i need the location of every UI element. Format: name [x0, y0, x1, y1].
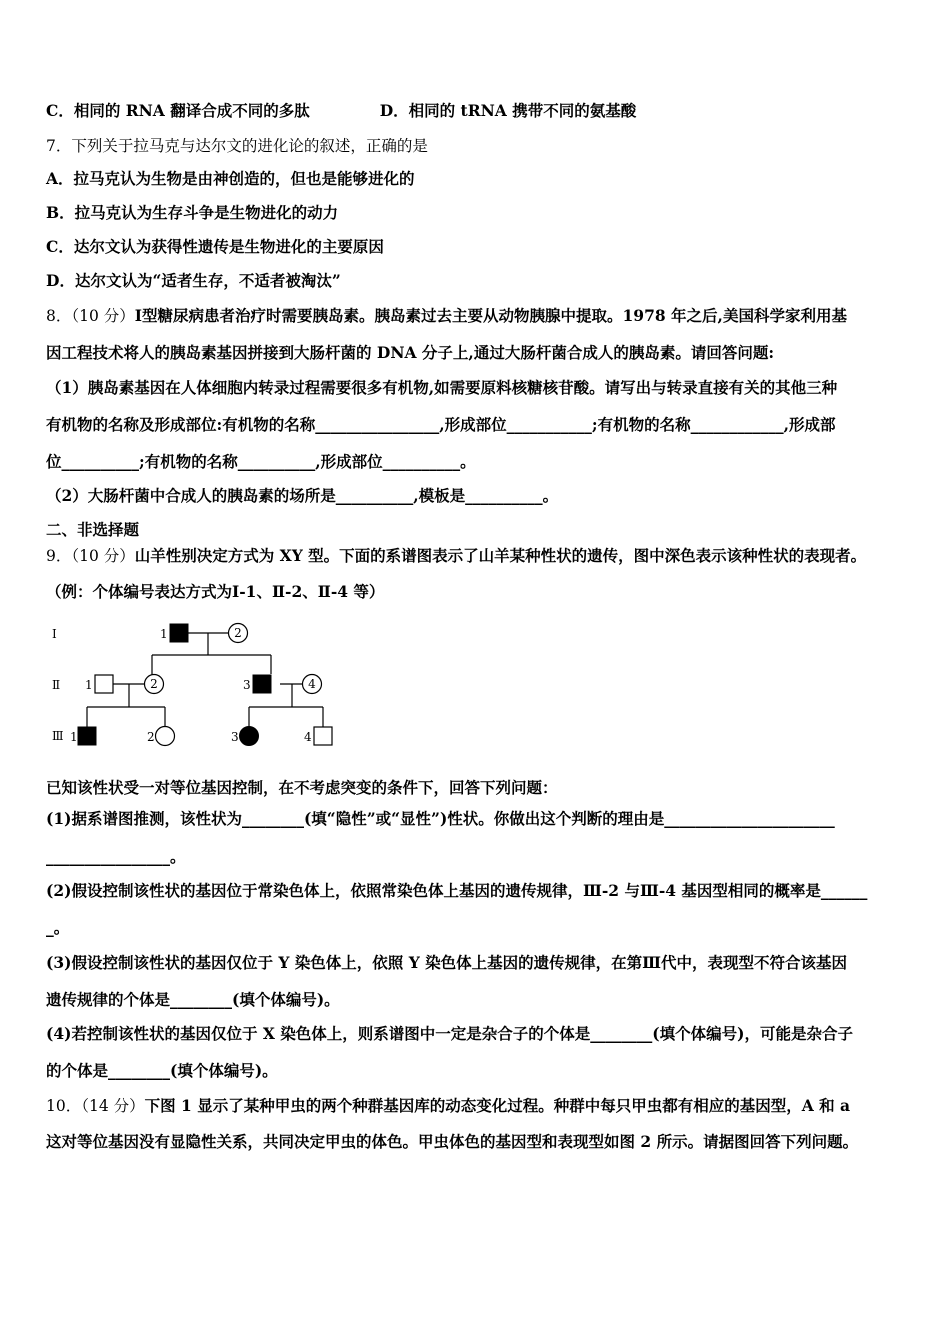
gen2-id-1: 1	[85, 678, 93, 692]
gen2-id-2: 2	[150, 677, 158, 691]
question-9-number: 9．（10 分）	[46, 547, 135, 565]
gen3-individual-4-male	[314, 727, 332, 745]
question-7-option-d: D．达尔文认为“适者生存，不适者被淘汰”	[46, 271, 341, 290]
question-8-part-1: （1）胰岛素基因在人体细胞内转录过程需要很多有机物,如需要原料核糖核苷酸。请写出与转录直接有关的其他三种	[46, 378, 838, 397]
question-7-stem: 7．下列关于拉马克与达尔文的进化论的叙述，正确的是	[46, 137, 428, 155]
question-7-option-b: B．拉马克认为生存斗争是生物进化的动力	[46, 203, 339, 222]
question-8-text: Ⅰ型糖尿病患者治疗时需要胰岛素。胰岛素过去主要从动物胰腺中提取。1978 年之后,美国科学家利用基	[134, 306, 847, 325]
question-9-part-4-cont: 的个体是________(填个体编号)。	[46, 1061, 278, 1080]
gen1-id-2: 2	[234, 626, 242, 640]
gen2-individual-3-affected-male	[253, 675, 271, 693]
question-7-option-c: C．达尔文认为获得性遗传是生物进化的主要原因	[46, 237, 384, 256]
question-9-part-2: (2)假设控制该性状的基因位于常染色体上，依照常染色体上基因的遗传规律，Ⅲ-2 与Ⅲ-4 基因型相同的概率是______	[46, 881, 868, 900]
gen2-id-3: 3	[243, 678, 251, 692]
question-9-line-1	[46, 545, 866, 567]
question-8-line-2: 因工程技术将人的胰岛素基因拼接到大肠杆菌的 DNA 分子上,通过大肠杆菌合成人的胰岛素。请回答问题:	[46, 343, 775, 362]
question-8-part-2: （2）大肠杆菌中合成人的胰岛素的场所是__________,模板是__________。	[46, 486, 559, 505]
option-c: C．相同的 RNA 翻译合成不同的多肽	[46, 101, 310, 120]
gen3-id-1: 1	[70, 730, 78, 744]
question-9-known: 已知该性状受一对等位基因控制，在不考虑突变的条件下，回答下列问题：	[46, 778, 558, 797]
gen1-id-1: 1	[160, 627, 168, 641]
question-9-part-3-cont: 遗传规律的个体是________(填个体编号)。	[46, 990, 340, 1009]
question-9-part-4: (4)若控制该性状的基因仅位于 X 染色体上，则系谱图中一定是杂合子的个体是________(填个体编号)，可能是杂合子	[46, 1024, 853, 1043]
gen2-individual-1-male	[95, 675, 113, 693]
gen3-individual-2-female	[156, 727, 175, 746]
generation-label-1: Ⅰ	[52, 627, 57, 641]
option-d: D．相同的 tRNA 携带不同的氨基酸	[379, 101, 637, 120]
question-9-text: 山羊性别决定方式为 XY 型。下面的系谱图表示了山羊某种性状的遗传，图中深色表示该种性状的表现者。	[134, 546, 867, 565]
question-10-text: 下图 1 显示了某种甲虫的两个种群基因库的动态变化过程。种群中每只甲虫都有相应的基因型，A 和 a	[144, 1096, 851, 1115]
question-8-number: 8．（10 分）	[46, 307, 135, 325]
question-9-part-3: (3)假设控制该性状的基因仅位于 Y 染色体上，依照 Y 染色体上基因的遗传规律，在第Ⅲ代中，表现型不符合该基因	[46, 953, 848, 972]
generation-label-3: Ⅲ	[52, 729, 64, 743]
gen3-id-4: 4	[304, 730, 312, 744]
question-10-line-2: 这对等位基因没有显隐性关系，共同决定甲虫的体色。甲虫体色的基因型和表现型如图 2 所示。请据图回答下列问题。	[46, 1132, 859, 1151]
generation-label-2: Ⅱ	[52, 678, 61, 692]
question-9-part-1: (1)据系谱图推测，该性状为________(填“隐性”或“显性”)性状。你做出这个判断的理由是______________________	[46, 809, 835, 828]
question-7-option-a: A．拉马克认为生物是由神创造的，但也是能够进化的	[46, 169, 415, 188]
question-9-part-2-cont: _。	[46, 918, 70, 937]
question-9-example: （例：个体编号表达方式为Ⅰ-1、Ⅱ-2、Ⅱ-4 等）	[46, 582, 385, 601]
question-8-part-1-cont: 有机物的名称及形成部位:有机物的名称________________,形成部位___________;有机物的名称____________,形成部	[46, 415, 836, 434]
gen3-individual-3-affected-female	[240, 727, 259, 746]
section-heading: 二、非选择题	[46, 520, 140, 539]
question-8-part-1-end: 位__________;有机物的名称__________,形成部位__________。	[46, 452, 476, 471]
pedigree-lines	[87, 633, 323, 727]
question-8-line-1	[46, 305, 847, 327]
option-c-line	[46, 100, 636, 122]
gen3-individual-1-affected-male	[78, 727, 96, 745]
gen3-id-2: 2	[147, 730, 155, 744]
question-10-line-1	[46, 1095, 850, 1117]
gen3-id-3: 3	[231, 730, 239, 744]
pedigree-chart	[44, 612, 344, 752]
gen1-individual-1-affected-male	[170, 624, 188, 642]
question-10-number: 10．（14 分）	[46, 1097, 145, 1115]
gen2-id-4: 4	[308, 677, 316, 691]
question-9-part-1-cont: ________________。	[46, 847, 186, 866]
